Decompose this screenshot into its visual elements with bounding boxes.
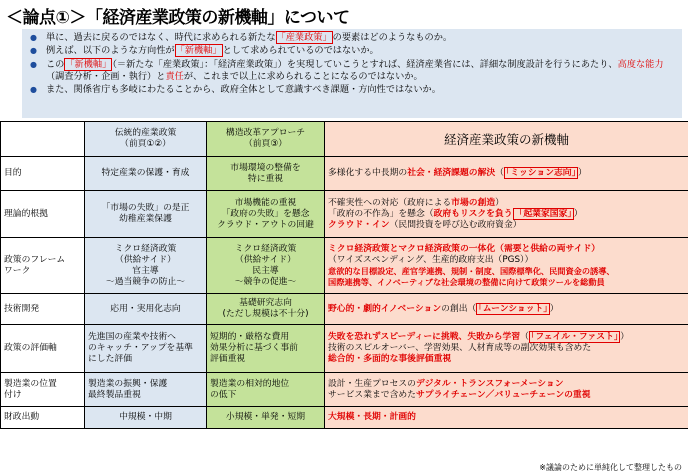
table-row (1, 373, 688, 407)
cell-new-axis: 設計・生産プロセスのデジタル・トランスフォーメーション サービス業まで含めたサプライチェーン／バリューチェーンの重視 (325, 373, 688, 407)
table-row (1, 325, 688, 373)
cell-traditional: 製造業の振興・保護 最終製品重視 (85, 373, 207, 407)
row-label: 政策の評価軸 (1, 325, 85, 373)
table-row (1, 157, 688, 191)
cell-structural: 市場環境の整備を 特に重視 (207, 157, 325, 191)
table-row (1, 238, 688, 294)
row-label: 目的 (1, 157, 85, 191)
cell-traditional: 「市場の失敗」の是正 幼稚産業保護 (85, 191, 207, 238)
footnote: ※議論のために単純化して整理したもの (539, 463, 682, 472)
header-structural-reform: 構造改革アプローチ （前頁③） (207, 122, 325, 157)
cell-new-axis: 不確実性への対応（政府による市場の創造） 「政府の不作為」を懸念（政府もリスクを負う 「起業家国家」 ） クラウド・イン（民間投資を呼び込む政府資金） (325, 191, 688, 238)
cell-traditional: 中規模・中期 (85, 407, 207, 429)
cell-new-axis: 多様化する中長期の社会・経済課題の解決（ 「ミッション志向」 ） (325, 157, 688, 191)
header-traditional-policy: 伝統的産業政策 （前頁①②） (85, 122, 207, 157)
cell-new-axis: 野心的・劇的イノベーションの創出（ 「ムーンショット」 ） (325, 294, 688, 325)
note-item: ● また、関係省庁も多岐にわたることから、政府全体として意識すべき課題・方向性ではないか。 (30, 84, 674, 96)
note-item: ● 単に、過去に戻るのではなく、時代に求められる新たな「産業政策」の要素はどのようなものか。 (30, 32, 674, 44)
cell-structural: 短期的・厳格な費用 効果分析に基づく事前 評価重視 (207, 325, 325, 373)
table-row (1, 407, 688, 429)
header-empty (1, 122, 85, 157)
cell-structural: 基礎研究志向 (ただし規模は不十分) (207, 294, 325, 325)
cell-structural: ミクロ経済政策 （供給サイド） 民主導 ～競争の促進～ (207, 238, 325, 294)
discussion-notes (22, 29, 682, 118)
cell-structural: 製造業の相対的地位 の低下 (207, 373, 325, 407)
policy-comparison-table (0, 121, 688, 429)
row-label: 製造業の位置 付け (1, 373, 85, 407)
table-row (1, 191, 688, 238)
cell-traditional: ミクロ経済政策 （供給サイド） 官主導 ～過当競争の防止～ (85, 238, 207, 294)
row-label: 政策のフレーム ワーク (1, 238, 85, 294)
page-title: ＜論点①＞「経済産業政策の新機軸」について (6, 8, 350, 28)
cell-traditional: 先進国の産業や技術へ のキャッチ・アップを基準 にした評価 (85, 325, 207, 373)
cell-new-axis: ミクロ経済政策とマクロ経済政策の一体化（需要と供給の両サイド） （ワイズスペンディング、生産的政府支出（PGS）） 意欲的な目標設定、産官学連携、規制・制度、国際標準化、民間資金の誘導、 国際連携等、イノベーティブな社会環境の整備に向けて政策ツールを総動員 (325, 238, 688, 294)
row-label: 財政出動 (1, 407, 85, 429)
cell-traditional: 応用・実用化志向 (85, 294, 207, 325)
row-label: 技術開発 (1, 294, 85, 325)
table-row (1, 294, 688, 325)
table-header-row (1, 122, 688, 157)
cell-structural: 小規模・単発・短期 (207, 407, 325, 429)
cell-structural: 市場機能の重視 「政府の失敗」を懸念 クラウド・アウトの回避 (207, 191, 325, 238)
cell-new-axis: 大規模・長期・計画的 (325, 407, 688, 429)
header-new-axis: 経済産業政策の新機軸 (325, 122, 688, 157)
note-item: ● 例えば、以下のような方向性が「新機軸」として求められているのではないか。 (30, 45, 674, 57)
cell-traditional: 特定産業の保護・育成 (85, 157, 207, 191)
note-item: ● この「新機軸」（＝新たな「産業政策」：「経済産業政策」）を実現していこうとすれば、経済産業省には、詳細な制度設計を行うにあたり、高度な能力（調査分析・企画・執行）と責任が、これまで以上に求められることになるのではないか。 (30, 59, 674, 84)
row-label: 理論的根拠 (1, 191, 85, 238)
cell-new-axis: 失敗を恐れずスピーディーに挑戦、失敗から学習（ 「フェイル・ファスト」 ） 技術のスピルオーバー、学習効果、人材育成等の副次効果も含めた 総合的・多面的な事後評価重視 (325, 325, 688, 373)
